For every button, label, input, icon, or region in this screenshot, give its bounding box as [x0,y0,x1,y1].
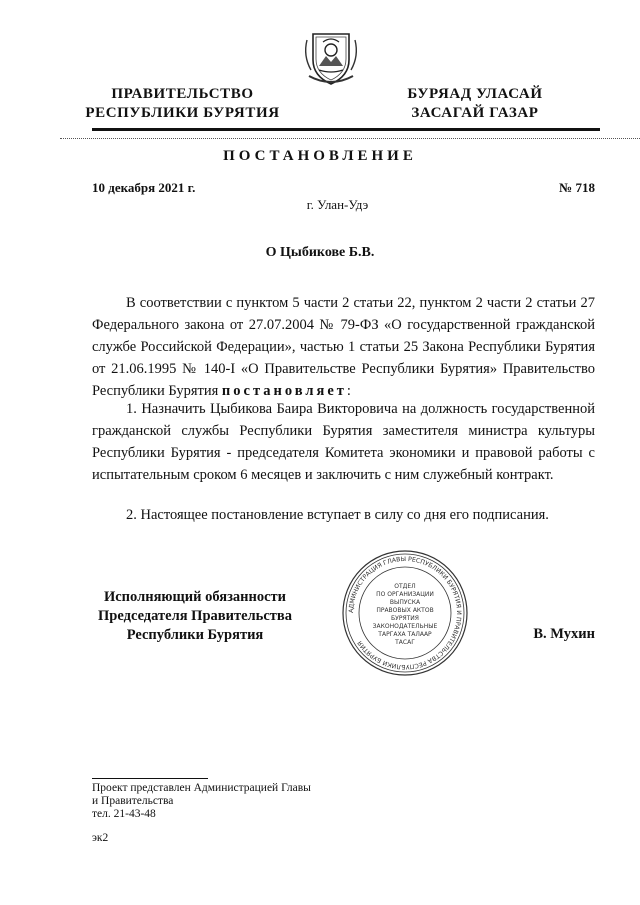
signatory-title-line2: Председателя Правительства [98,608,292,624]
header-left [60,85,305,123]
document-number: № 718 [559,180,595,195]
header-left-line2: РЕСПУБЛИКИ БУРЯТИЯ [85,105,280,121]
body-paragraph-1-end: : [346,383,351,399]
header-right [360,85,590,123]
body-paragraph-3: 2. Настоящее постановление вступает в силу со дня его подписания. [126,507,549,523]
body-paragraph-1-text: В соответствии с пунктом 5 части 2 статьи 22, пунктом 2 части 2 статьи 27 Федерального закона от 27.07.2004 № 79-ФЗ «О государственной гражданской службе Российской Федерации», частью 1 статьи 25 Закона Республики Бурятия от 21.06.1995 № 140-I «О Правительстве Республики Бурятия» Правительство Республики Бурятия [92,295,595,399]
header-right-line1: БУРЯАД УЛАСАЙ [407,86,543,102]
stamp-line-6: ЗАКОНОДАТЕЛЬНЫЕ [372,623,438,630]
header-left-line1: ПРАВИТЕЛЬСТВО [111,86,254,102]
stamp-line-3: ВЫПУСКА [389,599,421,606]
footnote-phone: тел. 21-43-48 [92,808,156,820]
coat-of-arms-emblem [299,26,363,88]
document-subject: О Цыбикове Б.В. [265,245,375,260]
stamp-line-7: ТАРГАХА ТАЛААР [378,631,432,638]
header-right-line2: ЗАСАГАЙ ГАЗАР [411,105,539,121]
stamp-line-4: ПРАВОВЫХ АКТОВ [376,607,434,614]
body-paragraph-1 [92,292,595,402]
document-title: ПОСТАНОВЛЕНИЕ [223,148,417,164]
stamp-line-1: ОТДЕЛ [394,583,416,590]
signatory-title [80,588,310,645]
body-paragraph-2: 1. Назначить Цыбикова Баира Викторовича на должность государственной гражданской службы Республики Бурятия заместителя министра культуры Республики Бурятия - председателя Комитета экономики и правовой работы с испытательным сроком 6 месяцев и заключить с ним служебный контракт. [92,401,595,483]
footnote-line2: и Правительства [92,795,174,807]
footnote [92,782,311,821]
stamp-line-8: ТАСАГ [395,639,415,646]
body-paragraph-1-resolves: постановляет [221,383,347,399]
document-city: г. Улан-Удэ [306,197,369,212]
signatory-title-line3: Республики Бурятия [126,627,264,643]
official-stamp [340,548,470,678]
header-divider [92,128,600,131]
footnote-divider [92,778,208,779]
document-code: эк2 [92,832,109,844]
stamp-ring-text: АДМИНИСТРАЦИЯ ГЛАВЫ РЕСПУБЛИКИ БУРЯТИЯ И ПРАВИТЕЛЬСТВА РЕСПУБЛИКИ БУРЯТИЯ [347,555,463,671]
document-date: 10 декабря 2021 г. [92,180,196,195]
stamp-line-5: БУРЯТИЯ [391,615,419,622]
header-dotted-divider [60,138,640,139]
footnote-line1: Проект представлен Администрацией Главы [92,782,311,794]
stamp-line-2: ПО ОРГАНИЗАЦИИ [376,591,434,598]
signatory-name: В. Мухин [533,626,595,642]
signatory-title-line1: Исполняющий обязанности [103,589,287,605]
